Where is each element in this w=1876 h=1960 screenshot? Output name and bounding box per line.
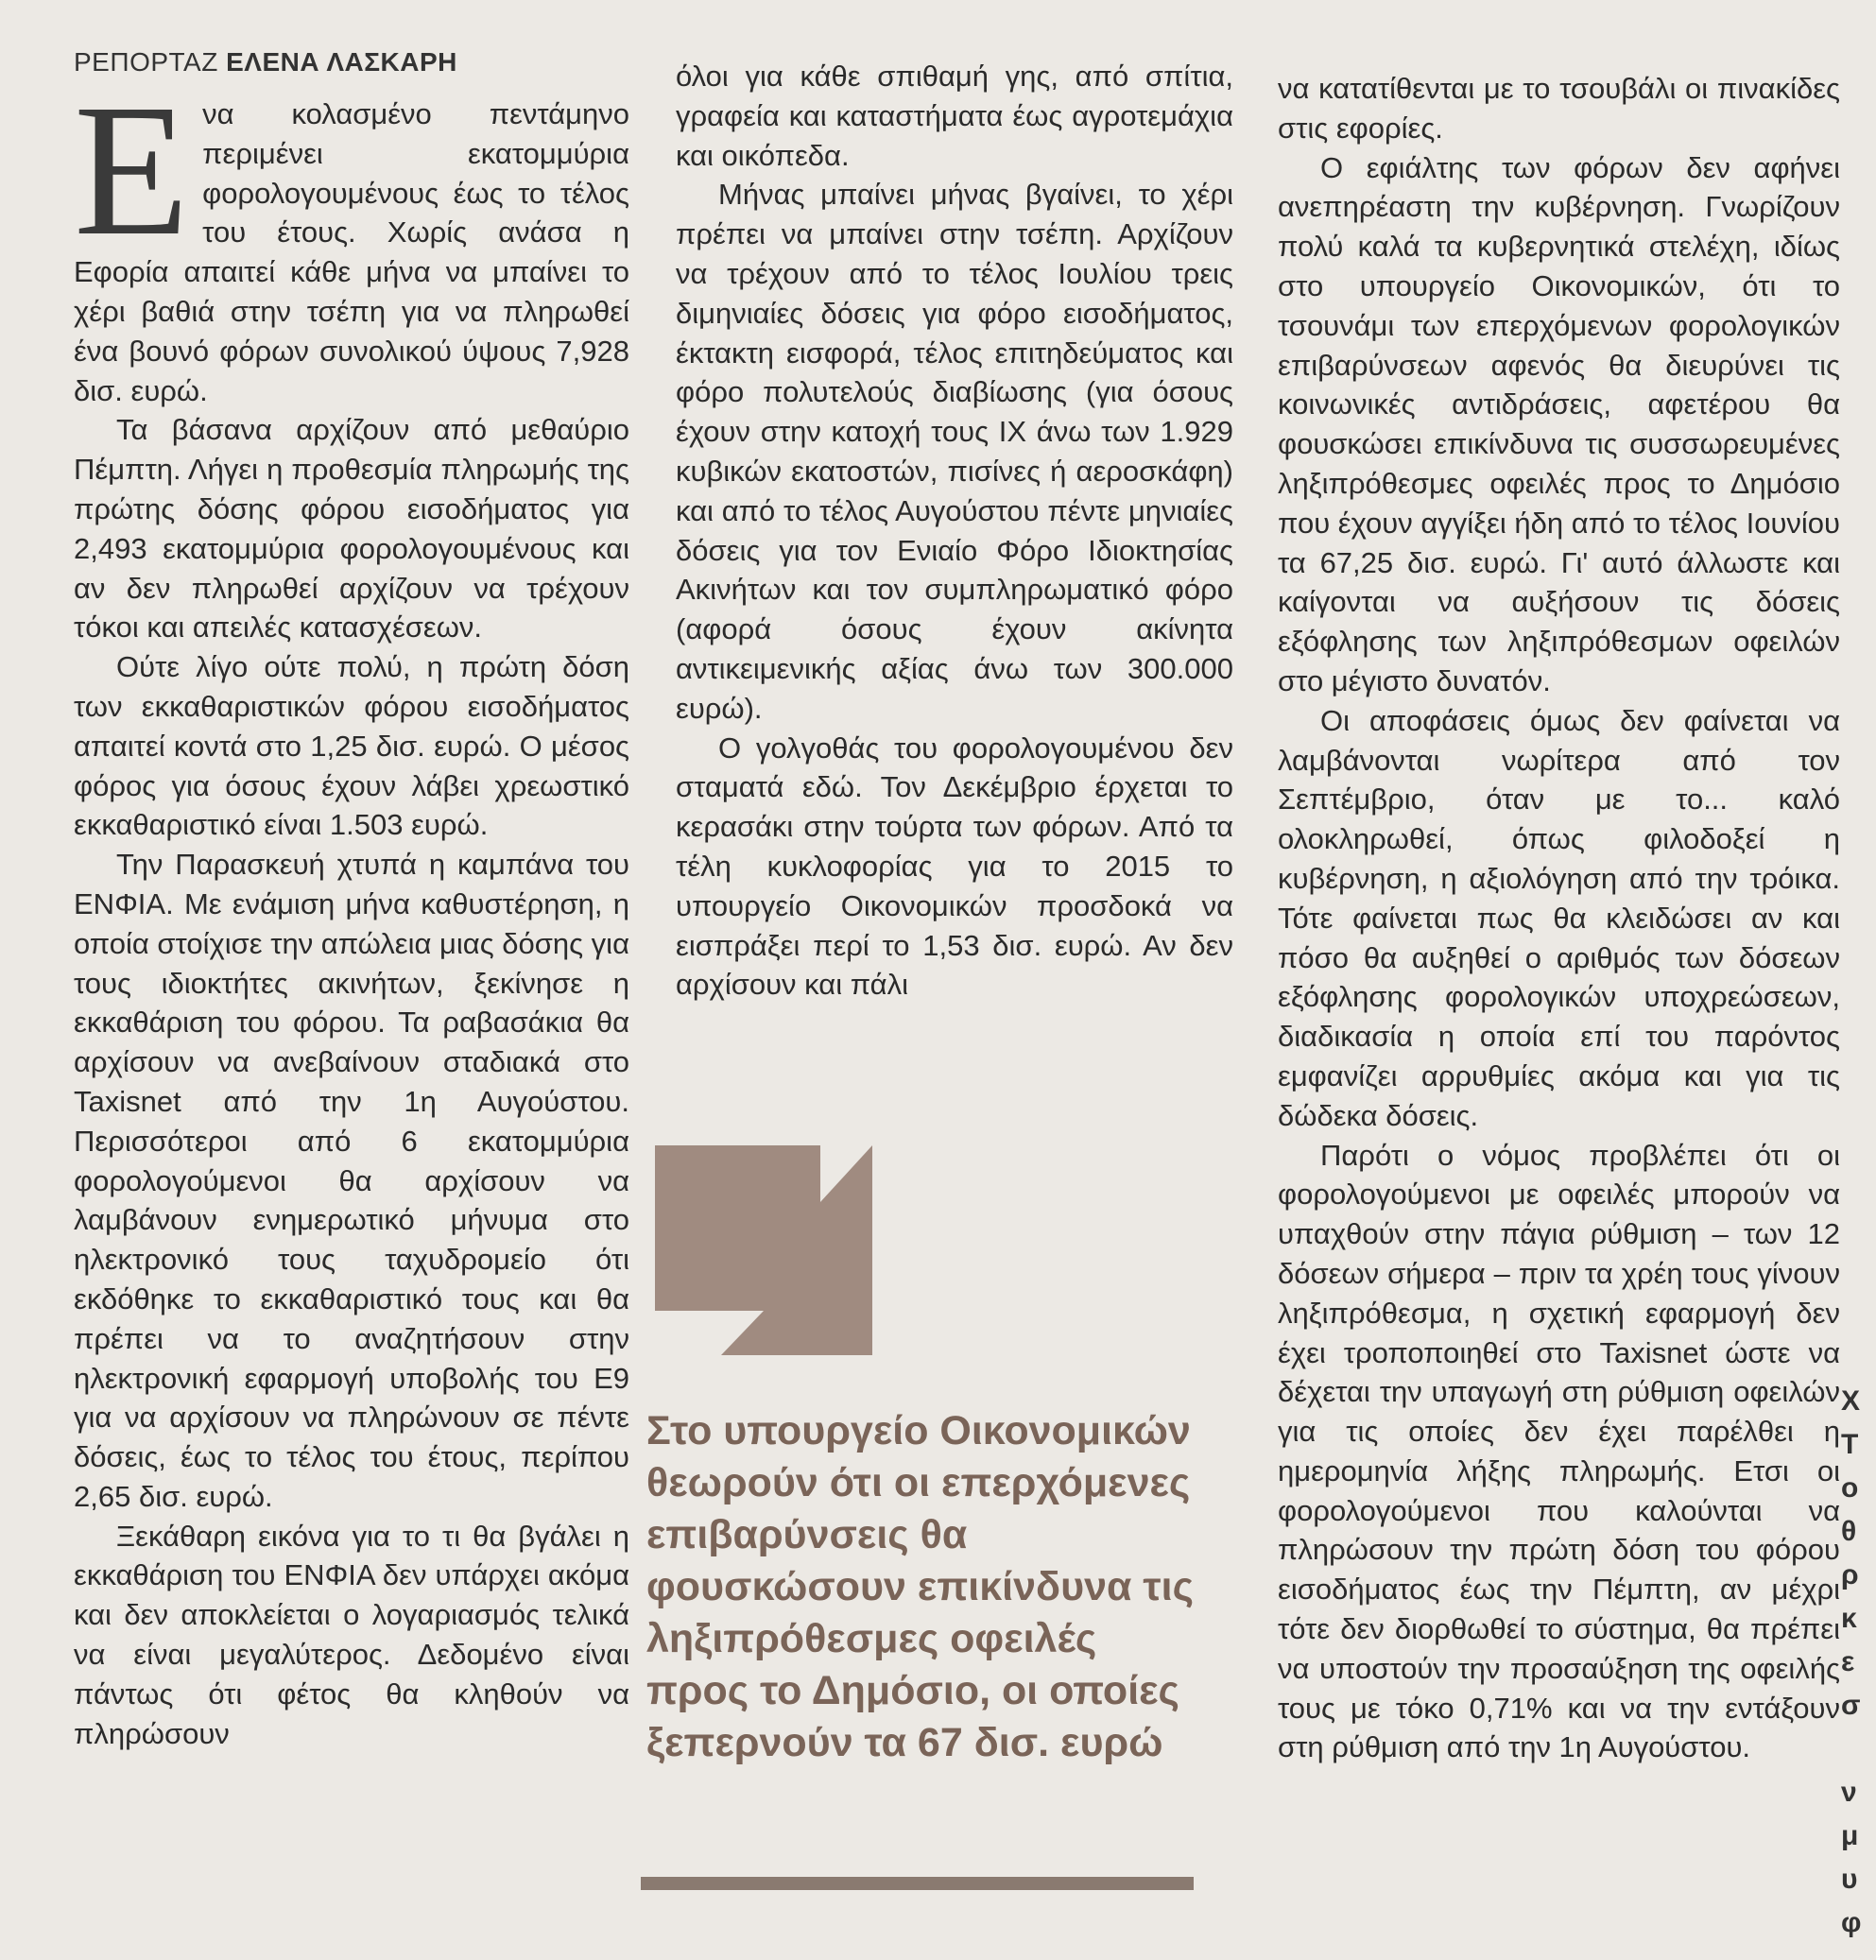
edge-letter: μ xyxy=(1841,1820,1859,1851)
byline-author: ΕΛΕΝΑ ΛΑΣΚΑΡΗ xyxy=(226,47,457,77)
paragraph: Μήνας μπαίνει μήνας βγαίνει, το χέρι πρέπει να μπαίνει στην τσέπη. Αρχίζουν να τρέχουν από το τέλος Ιουλίου τρεις διμηνιαίες δόσεις για φόρο εισοδήματος, έκτακτη εισφορά, τέλος επιτηδεύματος και φόρο πολυτελούς διαβίωσης (για όσους έχουν στην κατοχή τους ΙΧ άνω των 1.929 κυβικών εκατοστών, πισίνες ή αεροσκάφη) και από το τέλος Αυγούστου πέντε μηνιαίες δόσεις για τον Ενιαίο Φόρο Ιδιοκτησίας Ακινήτων και τον συμπληρωματικό φόρο (αφορά όσους έχουν ακίνητα αντικειμενικής αξίας άνω των 300.000 ευρώ). xyxy=(676,178,1233,725)
edge-letter: Τ xyxy=(1841,1429,1859,1460)
paragraph: Την Παρασκευή χτυπά η καμπάνα του ΕΝΦΙΑ. Με ενάμιση μήνα καθυστέρηση, η οποία στοίχισε την απώλεια μιας δόσης για τους ιδιοκτήτες ακινήτων, ξεκίνησε η εκκαθάριση του φόρου. Τα ραβασάκια θα αρχίσουν να ανεβαίνουν σταδιακά στο Taxisnet από την 1η Αυγούστου. Περισσότεροι από 6 εκατομμύρια φορολογούμενοι θα αρχίσουν να λαμβάνουν ενημερωτικό μήνυμα στο ηλεκτρονικό τους ταχυδρομείο ότι εκδόθηκε το εκκαθαριστικό τους και θα πρέπει να το αναζητήσουν στην ηλεκτρονική εφαρμογή υποβολής του Ε9 για να αρχίσουν να πληρώνουν σε πέντε δόσεις, έως το τέλος του έτους, περίπου 2,65 δισ. ευρώ. xyxy=(74,848,629,1513)
adjacent-column-fragment xyxy=(1841,1380,1876,1945)
edge-letter: κ xyxy=(1841,1603,1857,1634)
edge-letter: φ xyxy=(1841,1907,1862,1938)
lead-paragraph: Ενα κολασμένο πεντάμηνο περιμένει εκατομμύρια φορολογουμένους έως το τέλος του έτους. Χωρίς ανάσα η Εφορία απαιτεί κάθε μήνα να μπαίνει το χέρι βαθιά στην τσέπη για να πληρωθεί ένα βουνό φόρων συνολικού ύψους 7,928 δισ. ευρώ. xyxy=(74,66,629,407)
page-edge-top xyxy=(1276,0,1876,9)
paragraph: Ξεκάθαρη εικόνα για το τι θα βγάλει η εκκαθάριση του ΕΝΦΙΑ δεν υπάρχει ακόμα και δεν αποκλείεται ο λογαριασμός τελικά να είναι μεγαλύτερος. Δεδομένο είναι πάντως ότι φέτος θα κληθούν να πληρώσουν xyxy=(74,1519,629,1750)
edge-letter: θ xyxy=(1841,1516,1857,1547)
edge-letter: ν xyxy=(1841,1777,1857,1808)
edge-letter: ε xyxy=(1841,1646,1855,1677)
edge-letter: Χ xyxy=(1841,1385,1861,1417)
edge-letter: υ xyxy=(1841,1864,1858,1895)
pull-quote-rule xyxy=(641,1877,1194,1890)
edge-letter: σ xyxy=(1841,1690,1861,1721)
paragraph: όλοι για κάθε σπιθαμή γης, από σπίτια, γραφεία και καταστήματα έως αγροτεμάχια και οικόπεδα. xyxy=(676,60,1233,172)
paragraph: να κατατίθενται με το τσουβάλι οι πινακίδες στις εφορίες. xyxy=(1278,72,1840,145)
drop-cap: Ε xyxy=(74,66,190,275)
byline-label: ΡΕΠΟΡΤΑΖ xyxy=(74,47,218,77)
article-column-2 xyxy=(676,57,1233,1005)
article-column-3 xyxy=(1278,69,1840,1767)
article-column-1 xyxy=(74,45,629,1753)
paragraph: Τα βάσανα αρχίζουν από μεθαύριο Πέμπτη. Λήγει η προθεσμία πληρωμής της πρώτης δόσης φόρου εισοδήματος για 2,493 εκατομμύρια φορολογουμένους και αν δεν πληρωθεί αρχίζουν να τρέχουν τόκοι και απειλές κατασχέσεων. xyxy=(74,413,629,645)
paragraph: Παρότι ο νόμος προβλέπει ότι οι φορολογούμενοι με οφειλές μπορούν να υπαχθούν στην πάγια ρύθμιση – των 12 δόσεων σήμερα – πριν τα χρέη τους γίνουν ληξιπρόθεσμα, η σχετική εφαρμογή δεν έχει τροποποιηθεί στο Taxisnet ώστε να δέχεται την υπαγωγή στη ρύθμιση οφειλών για τις οποίες δεν έχει παρέλθει η ημερομηνία λήξης πληρωμής. Ετσι οι φορολογούμενοι που καλούνται να πληρώσουν την πρώτη δόση του φόρου εισοδήματος έως την Πέμπτη, αν μέχρι τότε δεν διορθωθεί το σύστημα, θα πρέπει να υποστούν την προσαύξηση της οφειλής τους με τόκο 0,71% και να την εντάξουν στη ρύθμιση από την 1η Αυγούστου. xyxy=(1278,1138,1840,1764)
paragraph: Οι αποφάσεις όμως δεν φαίνεται να λαμβάνονται νωρίτερα από τον Σεπτέμβριο, όταν με το... καλό ολοκληρωθεί, όπως φιλοδοξεί η κυβέρνηση, η αξιολόγηση από την τρόικα. Τότε φαίνεται πως θα κλειδώσει αν και πόσο θα αυξηθεί ο αριθμός των δόσεων εξόφλησης φορολογικών υποχρεώσεων, διαδικασία η οποία επί του παρόντος εμφανίζει αρρυθμίες ακόμα και για τις δώδεκα δόσεις. xyxy=(1278,703,1840,1132)
paragraph: Ο εφιάλτης των φόρων δεν αφήνει ανεπηρέαστη την κυβέρνηση. Γνωρίζουν πολύ καλά τα κυβερνητικά στελέχη, ιδίως στο υπουργείο Οικονομικών, ότι το τσουνάμι των επερχόμενων φορολογικών επιβαρύνσεων αφενός θα διευρύνει τις κοινωνικές αντιδράσεις, αφετέρου θα φουσκώσει επικίνδυνα τις συσσωρευμένες ληξιπρόθεσμες οφειλές προς το Δημόσιο που έχουν αγγίξει ήδη από το τέλος Ιουνίου τα 67,25 δισ. ευρώ. Γι' αυτό άλλωστε και καίγονται να αυξήσουν τις δόσεις εξόφλησης των ληξιπρόθεσμων οφειλών στο μέγιστο δυνατόν. xyxy=(1278,150,1840,697)
edge-letter: ρ xyxy=(1841,1559,1859,1590)
edge-letter: ο xyxy=(1841,1472,1859,1504)
paragraph: Ούτε λίγο ούτε πολύ, η πρώτη δόση των εκκαθαριστικών φόρου εισοδήματος απαιτεί κοντά στο 1,25 δισ. ευρώ. Ο μέσος φόρος για όσους έχουν λάβει χρεωστικό εκκαθαριστικό είναι 1.503 ευρώ. xyxy=(74,650,629,842)
quote-mark-graphic xyxy=(655,1145,872,1355)
pull-quote: Στο υπουργείο Οικονομικών θεωρούν ότι οι επερχόμενες επιβαρύνσεις θα φουσκώσουν επικίνδυνα τις ληξιπρόθεσμες οφειλές προς το Δημόσιο, οι οποίες ξεπερνούν τα 67 δισ. ευρώ xyxy=(646,1408,1194,1765)
paragraph: Ο γολγοθάς του φορολογουμένου δεν σταματά εδώ. Τον Δεκέμβριο έρχεται το κερασάκι στην τούρτα των φόρων. Από τα τέλη κυκλοφορίας για το 2015 το υπουργείο Οικονομικών προσδοκά να εισπράξει περί το 1,53 δισ. ευρώ. Αν δεν αρχίσουν και πάλι xyxy=(676,731,1233,1002)
edge-letter xyxy=(1841,1728,1876,1771)
byline xyxy=(74,47,629,77)
